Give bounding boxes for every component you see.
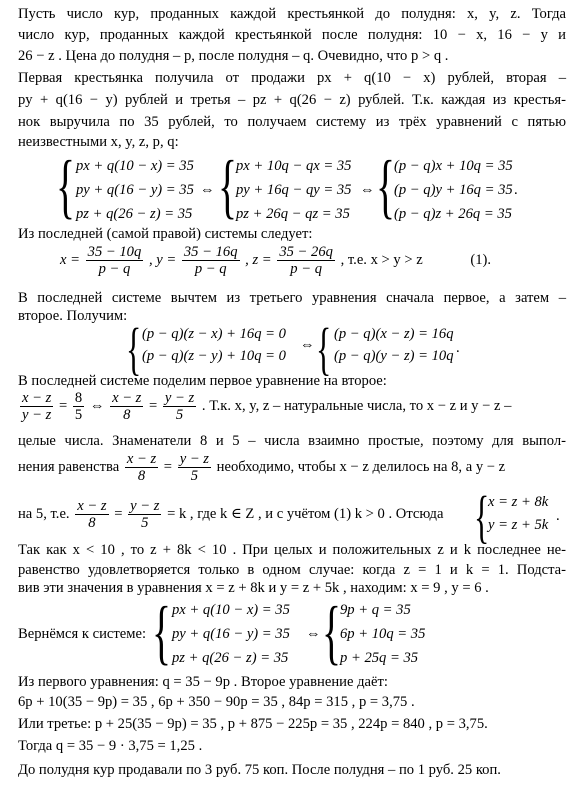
necessity-line: нения равенства $\frac{x - z}{8}$ = $\frac{y - z}{5}$ необходимо, чтобы x − z делилось на 8, а y − z — [18, 451, 506, 484]
text-line: Или третье: p + 25(35 − 9p) = 35 , p + 875 − 225p = 35 , 224p = 840 , p = 3,75. — [18, 716, 488, 732]
text-line: 6p + 10(35 − 9p) = 35 , 6p + 350 − 90p = 35 , 84p = 315 , p = 3,75 . — [18, 694, 415, 710]
text-line: неизвестными x, y, z, p, q: — [18, 134, 179, 150]
text-line: второе. Получим: — [18, 308, 128, 324]
text-line: Первая крестьянка получила от продажи px + q(10 − x) рублей, вторая – — [18, 70, 566, 86]
text-line: целые числа. Знаменатели 8 и 5 – числа взаимно простые, поэтому для выпол- — [18, 433, 566, 449]
text-line: Из первого уравнения: q = 35 − 9p . Второе уравнение даёт: — [18, 674, 388, 690]
text-line: До полудня кур продавали по 3 руб. 75 коп. После полудня – по 1 руб. 25 коп. — [18, 762, 501, 778]
ratio-line: $\frac{x - z}{y - z}$ = $\frac{8}{5}$ ⇔ $\frac{x - z}{8}$ = $\frac{y - z}{5}$ . Т.к. x, y, z – натуральные числа, то x − z и y − z – — [22, 390, 512, 423]
text-line: py + q(16 − y) рублей и третья – pz + q(26 − z) рублей. Т.к. каждая из крестья- — [18, 92, 566, 108]
divisibility-line: на 5, т.е. $\frac{x - z}{8}$ = $\frac{y - z}{5}$ = k , где k ∈ Z , и с учётом (1) k > 0 . Отсюда — [18, 498, 444, 531]
text-line: вив эти значения в уравнения x = z + 8k и y = z + 5k , находим: x = 9 , y = 6 . — [18, 580, 489, 596]
text-line: равенство удовлетворяется только в одном случае: когда z = 1 и k = 1. Подста- — [18, 562, 566, 578]
text-line: Из последней (самой правой) системы следует: — [18, 226, 313, 242]
text-line: нок выручила по 35 рублей, то получаем систему из трёх уравнений с пятью — [18, 114, 566, 130]
document-page: Пусть число кур, проданных каждой крестьянкой до полудня: x, y, z. Тогда число кур, проданных каждой крестьянкой после полудня: 10 − x, 16 − y и 26 − z . Цена до полудня – p, после полудня – q. Очевидно, что p > q . Первая крестьянка получила от продажи px + q(10 − x) рублей, вторая – py + q(16 − y) рублей и третья – pz + q(26 − z) рублей. Т.к. каждая из крестья- нок выручила по 35 рублей, то получаем систему из трёх уравнений с пятью неизвестными x, y, z, p, q: { px + q(10 − x) = 35 py + q(16 − y) = 35 pz + q(26 − z) = 35 ⇔ { px + 10q − qx = 35 py + 16q − qy = 35 pz + 26q − qz = 35 ⇔ { (p − q)x + 10q = 35 (p − q)y + 16q = 35 (p − q)z + 26q = 35 . Из последней (самой правой) системы следует: x = $\frac{35 - 10q}{p - q}$ , y = $\frac{35 - 16q}{p - q}$ , z = $\frac{35 - 26q}{p - q}$ , т.е. x > y > z (1). В последней системе вычтем из третьего уравнения сначала первое, а затем – второе. Получим: { (p − q)(z − x) + 16q = 0 (p − q)(z − y) + 10q = 0 ⇔ { (p − q)(x − z) = 16q (p − q)(y − z) = 10q . В последней системе поделим первое уравнение на второе: $\frac{x - z}{y - z}$ = $\frac{8}{5}$ ⇔ $\frac{x - z}{8}$ = $\frac{y - z}{5}$ . Т.к. x, y, z – натуральные числа, то x − z и y − z – целые числа. Знаменатели 8 и 5 – числа взаимно простые, поэтому для выпол- нения равенства $\frac{x - z}{8}$ = $\frac{y - z}{5}$ необходимо, чтобы x − z делилось на 8, а y − z на 5, т.е. $\frac{x - z}{8}$ = $\frac{y - z}{5}$ = k , где k ∈ Z , и с учётом (1) k > 0 . Отсюда { x = z + 8k y = z + 5k . Так как x < 10 , то z + 8k < 10 . При целых и положительных z и k последнее не- равенство удовлетворяется только в одном случае: когда z = 1 и k = 1. Подста- вив эти значения в уравнения x = z + 8k и y = z + 5k , находим: x = 9 , y = 6 . Вернёмся к системе: { px + q(10 − x) = 35 py + q(16 − y) = 35 pz + q(26 − z) = 35 ⇔ { 9p + q = 35 6p + 10q = 35 p + 25q = 35 Из первого уравнения: q = 35 − 9p . Второе уравнение даёт: 6p + 10(35 − 9p) = 35 , 6p + 350 − 90p = 35 , 84p = 315 , p = 3,75 . Или третье: p + 25(35 − 9p) = 35 , p + 875 − 225p = 35 , 224p = 840 , p = 3,75. Тогда q = 35 − 9 · 3,75 = 1,25 . До полудня кур продавали по 3 руб. 75 коп. После полудня – по 1 руб. 25 коп. — [18, 6, 566, 778]
text-line: Так как x < 10 , то z + 8k < 10 . При целых и положительных z и k последнее не- — [18, 542, 566, 558]
text-line: Пусть число кур, проданных каждой крестьянкой до полудня: x, y, z. Тогда — [18, 6, 566, 22]
solution-expressions: x = $\frac{35 - 10q}{p - q}$ , y = $\frac{35 - 16q}{p - q}$ , z = $\frac{35 - 26q}{p - q}$ , т.е. x > y > z (1). — [60, 244, 492, 277]
text-line: В последней системе вычтем из третьего уравнения сначала первое, а затем – — [18, 290, 566, 306]
text-line: число кур, проданных каждой крестьянкой после полудня: 10 − x, 16 − y и — [18, 27, 566, 43]
text-line: 26 − z . Цена до полудня – p, после полудня – q. Очевидно, что p > q . — [18, 48, 449, 64]
text-line: В последней системе поделим первое уравнение на второе: — [18, 373, 387, 389]
text-line: Тогда q = 35 − 9 · 3,75 = 1,25 . — [18, 738, 203, 754]
